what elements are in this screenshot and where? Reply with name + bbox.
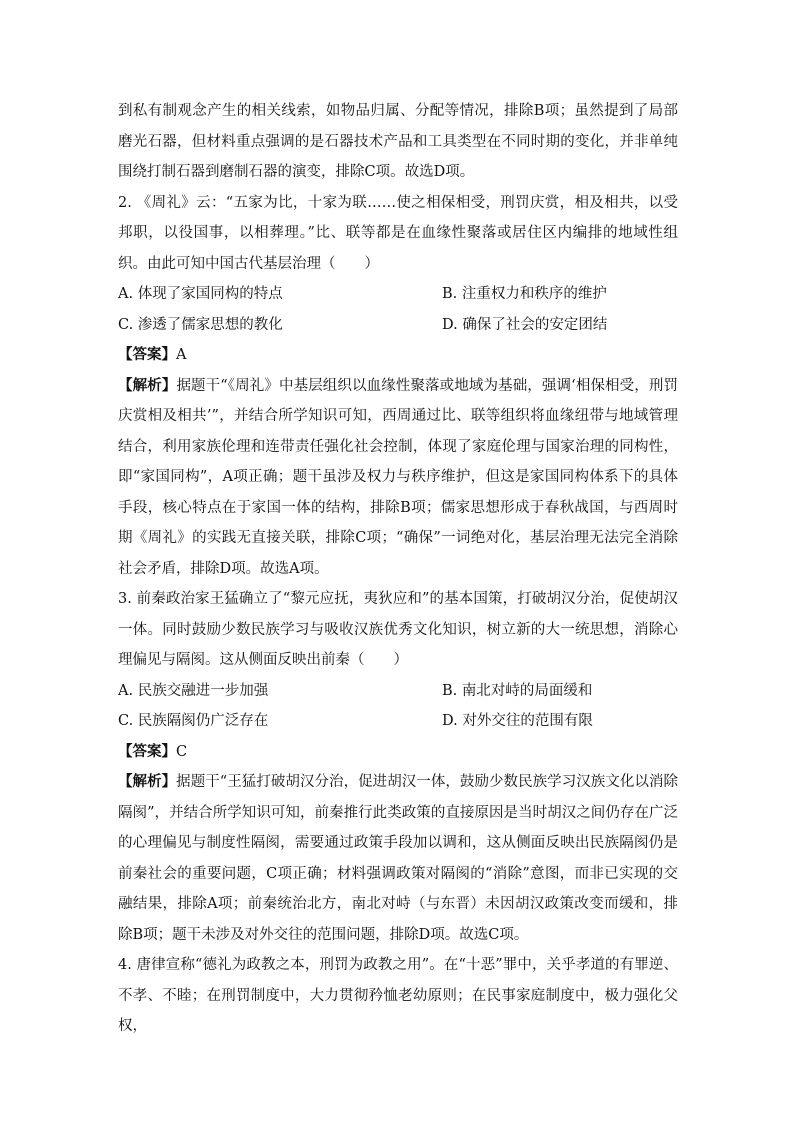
question-4 xyxy=(118,950,678,1042)
question-3-option-a: A. 民族交融进一步加强 xyxy=(118,682,269,699)
answer-tag: 【答案】 xyxy=(118,742,176,760)
question-3-option-c: C. 民族隔阂仍广泛存在 xyxy=(118,713,269,729)
question-2-options xyxy=(118,279,678,340)
question-2-option-c: C. 渗透了儒家思想的教化 xyxy=(118,316,283,333)
document-page xyxy=(118,96,678,1042)
question-2-option-d: D. 确保了社会的安定团结 xyxy=(442,316,608,333)
question-3-answer xyxy=(118,737,678,768)
analysis-tag: 【解析】 xyxy=(118,773,177,790)
question-2 xyxy=(118,188,678,585)
analysis-text: 据题干“王猛打破胡汉分治，促进胡汉一体，鼓励少数民族学习汉族文化以消除隔阂”，并结合所学知识可知，前秦推行此类政策的直接原因是当时胡汉之间仍存在广泛的心理偏见与制度性隔阂，需要通过政策手段加以调和，这从侧面反映出民族隔阂仍是前秦社会的重要问题，C项正确；材料强调政策对隔阂的“消除”意图，而非已实现的交融结果，排除A项；前秦统治北方，南北对峙（与东晋）未因胡汉政策改变而缓和，排除B项；题干未涉及对外交往的范围问题，排除D项。故选C项。 xyxy=(118,774,678,943)
analysis-tag: 【解析】 xyxy=(118,376,177,394)
question-2-answer xyxy=(118,340,678,371)
question-3-option-d: D. 对外交往的范围有限 xyxy=(442,713,593,729)
question-3 xyxy=(118,584,678,950)
intro-paragraph: 到私有制观念产生的相关线索，如物品归属、分配等情况，排除B项；虽然提到了局部磨光石器，但材料重点强调的是石器技术产品和工具类型在不同时期的变化，并非单纯围绕打制石器到磨制石器的演变，排除C项。故选D项。 xyxy=(118,103,678,180)
question-2-analysis xyxy=(118,371,678,585)
question-2-stem: 2. 《周礼》云：“五家为比，十家为联……使之相保相受，刑罚庆赏，相及相共，以受邦职，以役国事，以相葬理。”比、联等都是在血缘性聚落或居住区内编排的地域性组织。由此可知中国古代基层治理（ ） xyxy=(118,194,678,272)
question-4-stem: 4. 唐律宣称“德礼为政教之本，刑罚为政教之用”。在“十恶”罪中，关乎孝道的有罪逆、不孝、不睦；在刑罚制度中，大力贯彻矜恤老幼原则；在民事家庭制度中，极力强化父权， xyxy=(118,957,678,1034)
question-2-option-b: B. 注重权力和秩序的维护 xyxy=(442,286,607,302)
question-3-options xyxy=(118,676,678,737)
analysis-text: 据题干“《周礼》中基层组织以血缘性聚落或地域为基础，强调‘相保相受，刑罚庆赏相及相共’”，并结合所学知识可知，西周通过比、联等组织将血缘纽带与地域管理结合，利用家族伦理和连带责任强化社会控制，体现了家庭伦理与国家治理的同构性，即“家国同构”，A项正确；题干虽涉及权力与秩序维护，但这是家国同构体系下的具体手段，核心特点在于家国一体的结构，排除B项；儒家思想形成于春秋战国，与西周时期《周礼》的实践无直接关联，排除C项；“确保”一词绝对化，基层治理无法完全消除社会矛盾，排除D项。故选A项。 xyxy=(118,377,678,577)
answer-value: C xyxy=(176,743,188,760)
question-2-option-a: A. 体现了家国同构的特点 xyxy=(118,286,283,302)
answer-value: A xyxy=(176,347,187,363)
answer-tag: 【答案】 xyxy=(118,346,176,363)
question-3-analysis xyxy=(118,767,678,950)
question-3-option-b: B. 南北对峙的局面缓和 xyxy=(442,682,593,699)
question-3-stem: 3. 前秦政治家王猛确立了“黎元应抚，夷狄应和”的基本国策，打破胡汉分治，促使胡汉一体。同时鼓励少数民族学习与吸收汉族优秀文化知识，树立新的大一统思想，消除心理偏见与隔阂。这从侧面反映出前秦（ ） xyxy=(118,591,678,668)
